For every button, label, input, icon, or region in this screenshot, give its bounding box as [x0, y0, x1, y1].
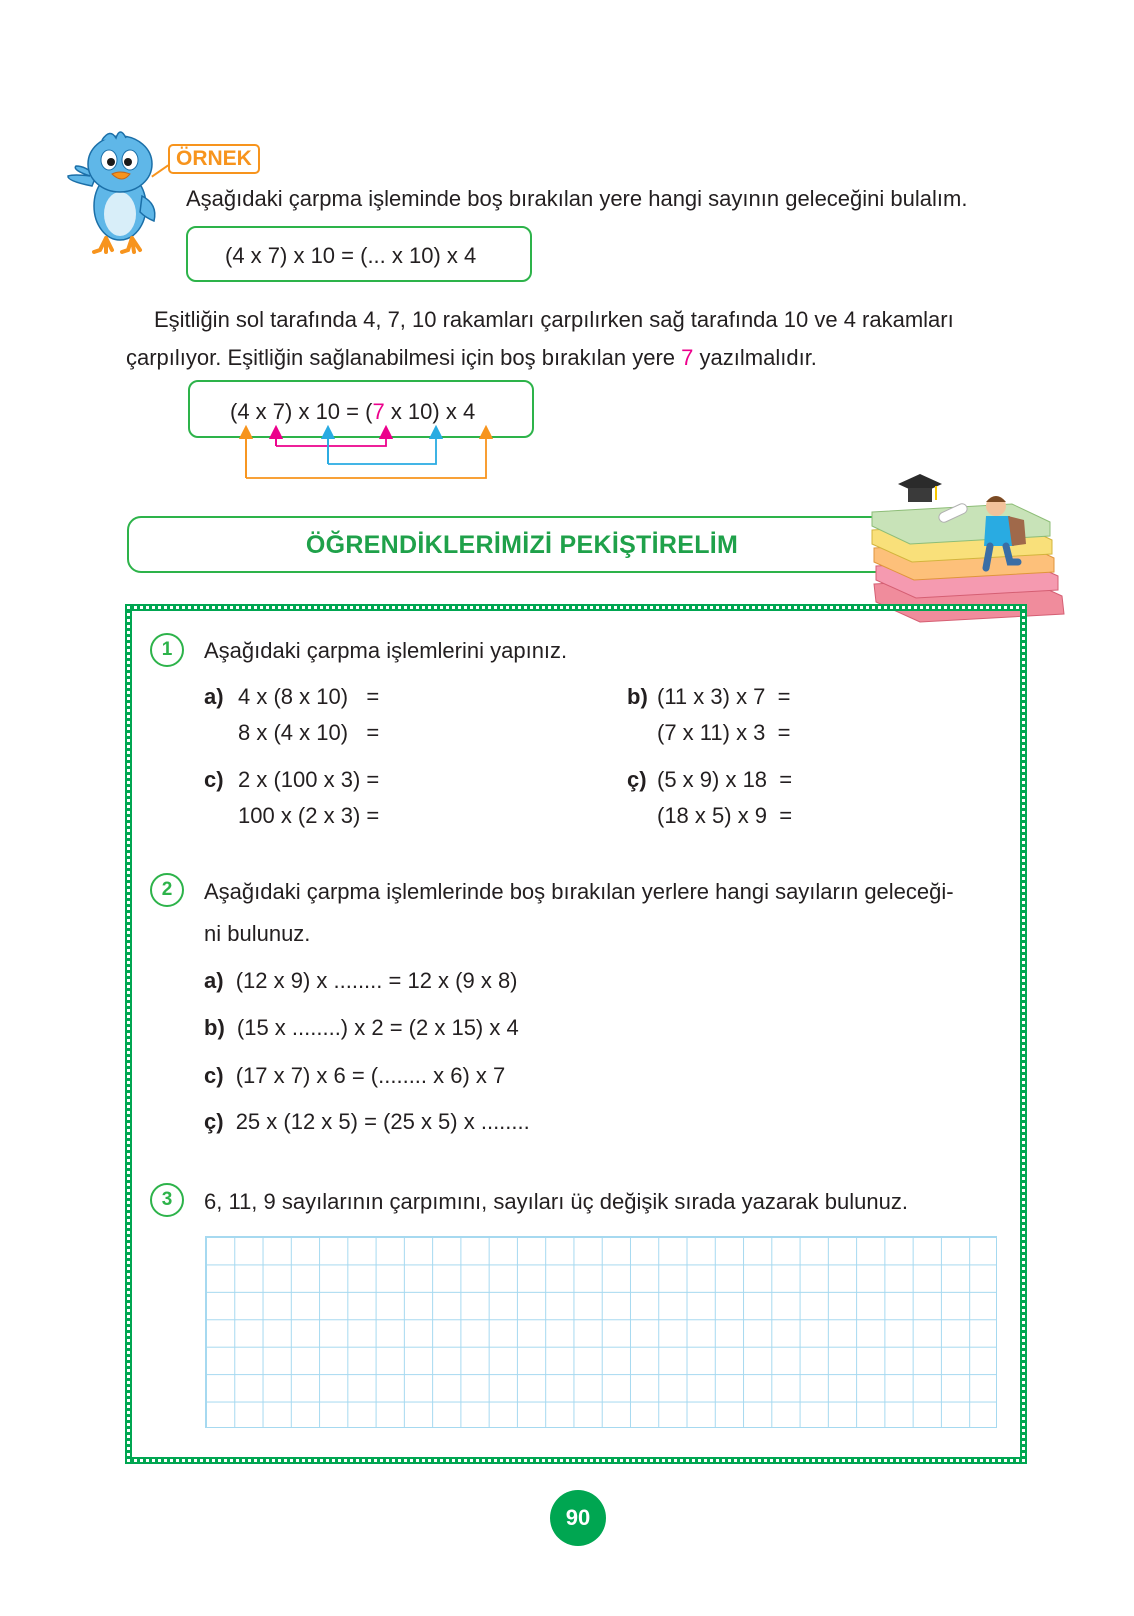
q2-item-c-label: c): [204, 1063, 224, 1088]
solution-part1: (4 x 7) x 10 = (: [230, 399, 373, 424]
q2-item-a: [204, 967, 518, 995]
q2-item-cc: [204, 1108, 530, 1136]
example-explanation-line1: Eşitliğin sol tarafında 4, 7, 10 rakamları çarpılırken sağ tarafında 10 ve 4 rakamları: [154, 307, 954, 332]
q2-item-cc-label: ç): [204, 1109, 224, 1134]
explanation-answer: 7: [681, 345, 694, 370]
page-number: 90: [550, 1490, 606, 1546]
q1-item-c-label: c): [204, 767, 224, 792]
question-2-prompt-line1: Aşağıdaki çarpma işlemlerinde boş bırakılan yerlere hangi sayıların geleceği-: [204, 879, 954, 904]
q1-item-b-label: b): [627, 684, 648, 709]
solution-part2: x 10) x 4: [384, 399, 476, 424]
q1-item-c-line1: 2 x (100 x 3) =: [238, 767, 380, 792]
solution-answer: 7: [372, 399, 385, 424]
q1-item-cc-line2: (18 x 5) x 9 =: [657, 803, 793, 828]
q1-item-a-line2: 8 x (4 x 10) =: [238, 720, 380, 745]
question-3-number: 3: [150, 1183, 184, 1217]
q1-item-a-line1: 4 x (8 x 10) =: [238, 684, 380, 709]
q1-item-a-label: a): [204, 684, 224, 709]
section-title: ÖĞRENDİKLERİMİZİ PEKİŞTİRELİM: [305, 531, 739, 559]
answer-grid[interactable]: [205, 1236, 997, 1428]
q2-item-a-label: a): [204, 968, 224, 993]
bird-mascot-illustration: [62, 126, 162, 261]
q1-item-b-line1: (11 x 3) x 7 =: [657, 684, 791, 709]
question-1-number: 1: [150, 633, 184, 667]
example-equation-box: [186, 226, 532, 282]
question-1-prompt: Aşağıdaki çarpma işlemlerini yapınız.: [204, 638, 568, 663]
q1-item-cc-label: ç): [627, 767, 647, 792]
q2-item-c-text: (17 x 7) x 6 = (........ x 6) x 7: [235, 1063, 506, 1088]
q1-item-cc-line1: (5 x 9) x 18 =: [657, 767, 793, 792]
q1-item-a: [204, 683, 224, 711]
q2-item-b-text: (15 x ........) x 2 = (2 x 15) x 4: [236, 1015, 519, 1040]
q1-item-c: [204, 766, 224, 794]
explanation-text-after: yazılmalıdır.: [699, 345, 817, 370]
example-badge: ÖRNEK: [168, 144, 260, 174]
example-equation: (4 x 7) x 10 = (... x 10) x 4: [225, 243, 477, 268]
question-3-prompt: 6, 11, 9 sayılarının çarpımını, sayıları üç değişik sırada yazarak bulunuz.: [204, 1189, 908, 1214]
q1-item-b: [627, 683, 648, 711]
q1-item-cc: [627, 766, 647, 794]
example-explanation-line2: [126, 344, 817, 372]
q2-item-b: [204, 1014, 519, 1042]
q2-item-a-text: (12 x 9) x ........ = 12 x (9 x 8): [235, 968, 518, 993]
question-2-number: 2: [150, 873, 184, 907]
explanation-text-before: çarpılıyor. Eşitliğin sağlanabilmesi için boş bırakılan yere: [126, 345, 676, 370]
association-arrows-diagram: [230, 424, 500, 484]
q1-item-b-line2: (7 x 11) x 3 =: [657, 720, 791, 745]
q2-item-c: [204, 1062, 505, 1090]
q2-item-cc-text: 25 x (12 x 5) = (25 x 5) x ........: [235, 1109, 530, 1134]
q1-item-c-line2: 100 x (2 x 3) =: [238, 803, 380, 828]
question-2-prompt-line2: ni bulunuz.: [204, 921, 311, 946]
q2-item-b-label: b): [204, 1015, 225, 1040]
example-prompt: Aşağıdaki çarpma işleminde boş bırakılan yere hangi sayının geleceğini bulalım.: [186, 186, 968, 211]
